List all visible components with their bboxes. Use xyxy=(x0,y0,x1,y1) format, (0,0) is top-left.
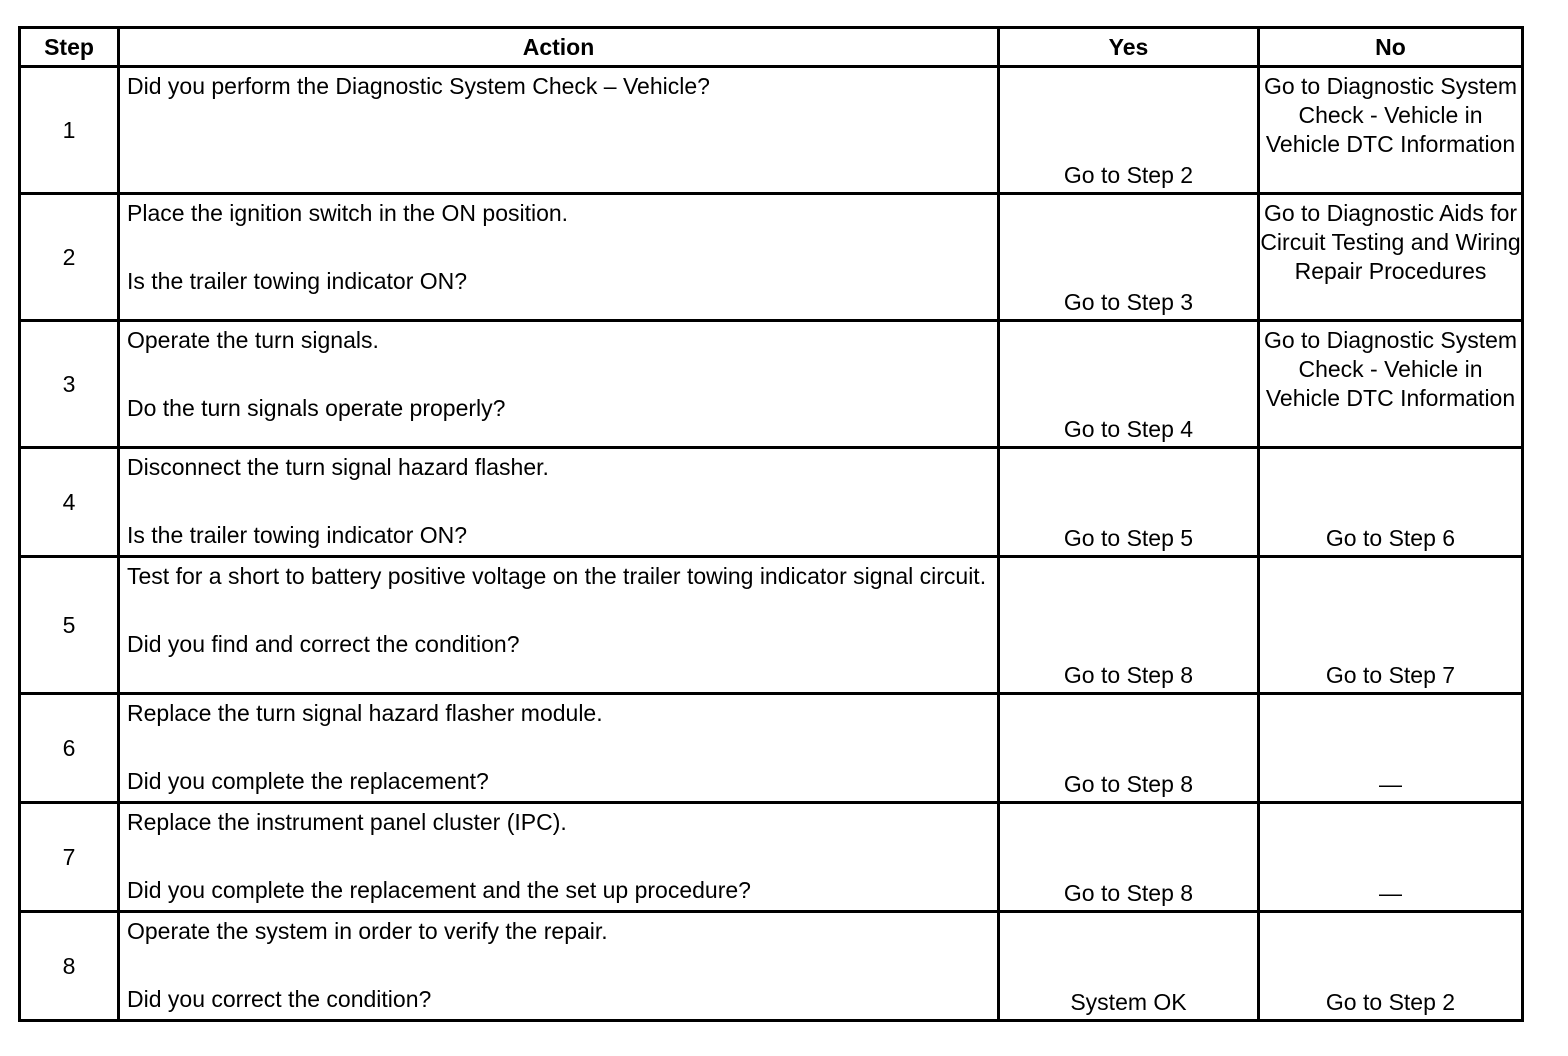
header-yes: Yes xyxy=(999,28,1259,67)
action-cell xyxy=(119,557,999,694)
header-no: No xyxy=(1259,28,1523,67)
step-number: 7 xyxy=(20,803,119,912)
yes-cell: Go to Step 2 xyxy=(999,67,1259,194)
action-instruction: Replace the turn signal hazard flasher module. xyxy=(127,700,603,726)
action-cell xyxy=(119,448,999,557)
action-instruction: Replace the instrument panel cluster (IPC). xyxy=(127,809,567,835)
header-row xyxy=(20,28,1523,67)
step-number: 4 xyxy=(20,448,119,557)
no-cell: Go to Step 7 xyxy=(1259,557,1523,694)
action-instruction: Test for a short to battery positive voltage on the trailer towing indicator signal circuit. xyxy=(127,563,987,589)
action-cell xyxy=(119,803,999,912)
table-row xyxy=(20,803,1523,912)
table-row xyxy=(20,912,1523,1021)
no-cell: Go to Diagnostic System Check - Vehicle in Vehicle DTC Information xyxy=(1259,67,1523,194)
action-instruction: Did you perform the Diagnostic System Check – Vehicle? xyxy=(127,73,710,99)
table-row xyxy=(20,448,1523,557)
table-row xyxy=(20,194,1523,321)
action-cell xyxy=(119,912,999,1021)
table-row xyxy=(20,67,1523,194)
step-number: 2 xyxy=(20,194,119,321)
yes-cell: Go to Step 8 xyxy=(999,694,1259,803)
action-instruction: Place the ignition switch in the ON position. xyxy=(127,200,569,226)
step-number: 5 xyxy=(20,557,119,694)
action-question: Did you complete the replacement and the set up procedure? xyxy=(127,877,751,903)
no-cell: Go to Step 6 xyxy=(1259,448,1523,557)
no-cell: — xyxy=(1259,803,1523,912)
no-cell: Go to Diagnostic Aids for Circuit Testing and Wiring Repair Procedures xyxy=(1259,194,1523,321)
diagnostic-table xyxy=(18,26,1524,1022)
action-cell xyxy=(119,321,999,448)
step-number: 3 xyxy=(20,321,119,448)
action-cell xyxy=(119,194,999,321)
yes-cell: Go to Step 8 xyxy=(999,803,1259,912)
step-number: 6 xyxy=(20,694,119,803)
action-instruction: Operate the turn signals. xyxy=(127,327,379,353)
table-row xyxy=(20,321,1523,448)
header-action: Action xyxy=(119,28,999,67)
step-number: 8 xyxy=(20,912,119,1021)
yes-cell: System OK xyxy=(999,912,1259,1021)
yes-cell: Go to Step 5 xyxy=(999,448,1259,557)
table-row xyxy=(20,557,1523,694)
table-row xyxy=(20,694,1523,803)
header-step: Step xyxy=(20,28,119,67)
action-question: Did you complete the replacement? xyxy=(127,768,489,794)
action-question: Is the trailer towing indicator ON? xyxy=(127,268,468,294)
yes-cell: Go to Step 4 xyxy=(999,321,1259,448)
step-number: 1 xyxy=(20,67,119,194)
action-question: Did you correct the condition? xyxy=(127,986,432,1012)
yes-cell: Go to Step 8 xyxy=(999,557,1259,694)
action-cell xyxy=(119,67,999,194)
action-question: Did you find and correct the condition? xyxy=(127,631,520,657)
yes-cell: Go to Step 3 xyxy=(999,194,1259,321)
action-question: Do the turn signals operate properly? xyxy=(127,395,506,421)
action-instruction: Disconnect the turn signal hazard flasher. xyxy=(127,454,549,480)
no-cell: — xyxy=(1259,694,1523,803)
no-cell: Go to Step 2 xyxy=(1259,912,1523,1021)
action-instruction: Operate the system in order to verify the repair. xyxy=(127,918,608,944)
action-cell xyxy=(119,694,999,803)
no-cell: Go to Diagnostic System Check - Vehicle in Vehicle DTC Information xyxy=(1259,321,1523,448)
action-question: Is the trailer towing indicator ON? xyxy=(127,522,468,548)
